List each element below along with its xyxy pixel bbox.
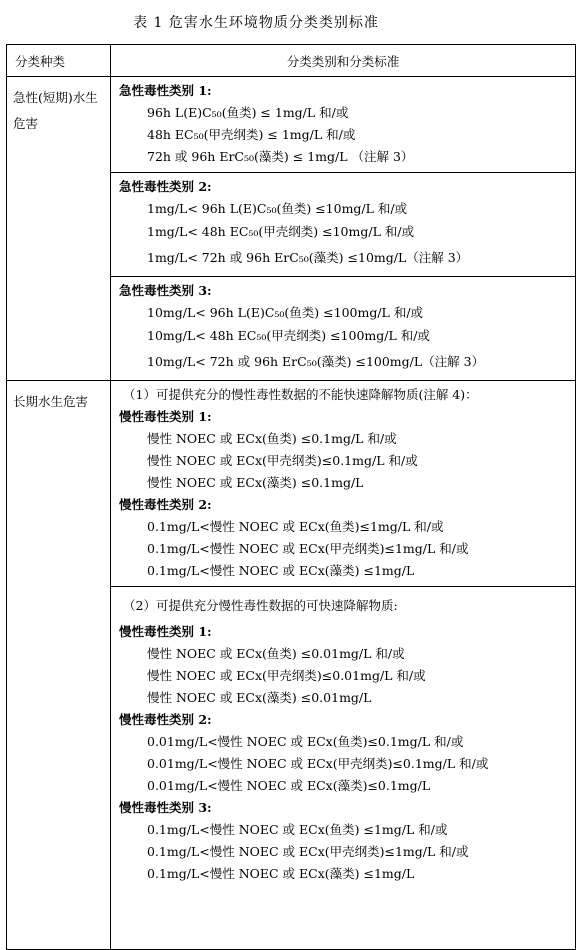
acute-cat2-cell — [111, 173, 576, 277]
chronic-part1-row — [7, 381, 576, 587]
criteria-line: 慢性 NOEC 或 ECx(藻类) ≤0.1mg/L — [147, 475, 364, 490]
chronic-part2-intro: （2）可提供充分慢性毒性数据的可快速降解物质: — [123, 598, 398, 613]
acute-cat3-cell — [111, 277, 576, 381]
criteria-line: 0.01mg/L<慢性 NOEC 或 ECx(甲壳纲类)≤0.1mg/L 和/或 — [147, 756, 489, 771]
criteria-line: 1mg/L< 96h L(E)C₅₀(鱼类) ≤10mg/L 和/或 — [147, 201, 408, 216]
criteria-line: 慢性 NOEC 或 ECx(鱼类) ≤0.1mg/L 和/或 — [147, 431, 397, 446]
acute-cat1-cell — [111, 77, 576, 173]
criteria-line: 1mg/L< 48h EC₅₀(甲壳纲类) ≤10mg/L 和/或 — [147, 224, 415, 239]
criteria-line: 慢性 NOEC 或 ECx(鱼类) ≤0.01mg/L 和/或 — [147, 646, 405, 661]
criteria-line: 0.1mg/L<慢性 NOEC 或 ECx(藻类) ≤1mg/L — [147, 563, 415, 578]
criteria-line: 10mg/L< 96h L(E)C₅₀(鱼类) ≤100mg/L 和/或 — [147, 305, 424, 320]
criteria-line: 10mg/L< 72h 或 96h ErC₅₀(藻类) ≤100mg/L（注解 3） — [147, 354, 485, 369]
acute-cat1-heading: 急性毒性类别 1: — [119, 83, 212, 98]
criteria-line: 0.01mg/L<慢性 NOEC 或 ECx(鱼类)≤0.1mg/L 和/或 — [147, 734, 464, 749]
acute-category-label: 急性(短期)水生危害 — [7, 77, 111, 381]
chronic-part1-intro: （1）可提供充分的慢性毒性数据的不能快速降解物质(注解 4)： — [123, 387, 478, 402]
criteria-line: 0.1mg/L<慢性 NOEC 或 ECx(甲壳纲类)≤1mg/L 和/或 — [147, 541, 469, 556]
criteria-line: 72h 或 96h ErC₅₀(藻类) ≤ 1mg/L （注解 3） — [147, 149, 414, 164]
criteria-line: 1mg/L< 72h 或 96h ErC₅₀(藻类) ≤10mg/L（注解 3） — [147, 250, 469, 265]
chronic-part2-cell — [111, 587, 576, 950]
chronic-part1-cat1-heading: 慢性毒性类别 1: — [119, 409, 212, 424]
criteria-line: 0.01mg/L<慢性 NOEC 或 ECx(藻类)≤0.1mg/L — [147, 778, 431, 793]
criteria-line: 48h EC₅₀(甲壳纲类) ≤ 1mg/L 和/或 — [147, 127, 356, 142]
criteria-line: 慢性 NOEC 或 ECx(甲壳纲类)≤0.1mg/L 和/或 — [147, 453, 418, 468]
blank-space — [119, 885, 571, 945]
chronic-part2-cat1-heading: 慢性毒性类别 1: — [119, 624, 212, 639]
criteria-line: 0.1mg/L<慢性 NOEC 或 ECx(藻类) ≤1mg/L — [147, 866, 415, 881]
criteria-line: 慢性 NOEC 或 ECx(藻类) ≤0.01mg/L — [147, 690, 372, 705]
chronic-part1-cell — [111, 381, 576, 587]
header-classification-criteria: 分类类别和分类标准 — [111, 45, 576, 77]
header-classification-type: 分类种类 — [7, 45, 111, 77]
chronic-category-label: 长期水生危害 — [7, 381, 111, 950]
chronic-part2-cat3-heading: 慢性毒性类别 3: — [119, 800, 212, 815]
table-title: 表 1 危害水生环境物质分类类别标准 — [133, 15, 379, 31]
table-header-row — [7, 45, 576, 77]
criteria-line: 0.1mg/L<慢性 NOEC 或 ECx(甲壳纲类)≤1mg/L 和/或 — [147, 844, 469, 859]
criteria-line: 0.1mg/L<慢性 NOEC 或 ECx(鱼类)≤1mg/L 和/或 — [147, 519, 444, 534]
criteria-line: 0.1mg/L<慢性 NOEC 或 ECx(鱼类) ≤1mg/L 和/或 — [147, 822, 448, 837]
acute-cat1-row — [7, 77, 576, 173]
criteria-line: 慢性 NOEC 或 ECx(甲壳纲类)≤0.01mg/L 和/或 — [147, 668, 426, 683]
chronic-part1-cat2-heading: 慢性毒性类别 2: — [119, 497, 212, 512]
criteria-line: 96h L(E)C₅₀(鱼类) ≤ 1mg/L 和/或 — [147, 105, 349, 120]
acute-cat3-heading: 急性毒性类别 3: — [119, 283, 212, 298]
chronic-part2-cat2-heading: 慢性毒性类别 2: — [119, 712, 212, 727]
criteria-line: 10mg/L< 48h EC₅₀(甲壳纲类) ≤100mg/L 和/或 — [147, 328, 430, 343]
acute-cat2-heading: 急性毒性类别 2: — [119, 179, 212, 194]
classification-table — [6, 44, 576, 950]
